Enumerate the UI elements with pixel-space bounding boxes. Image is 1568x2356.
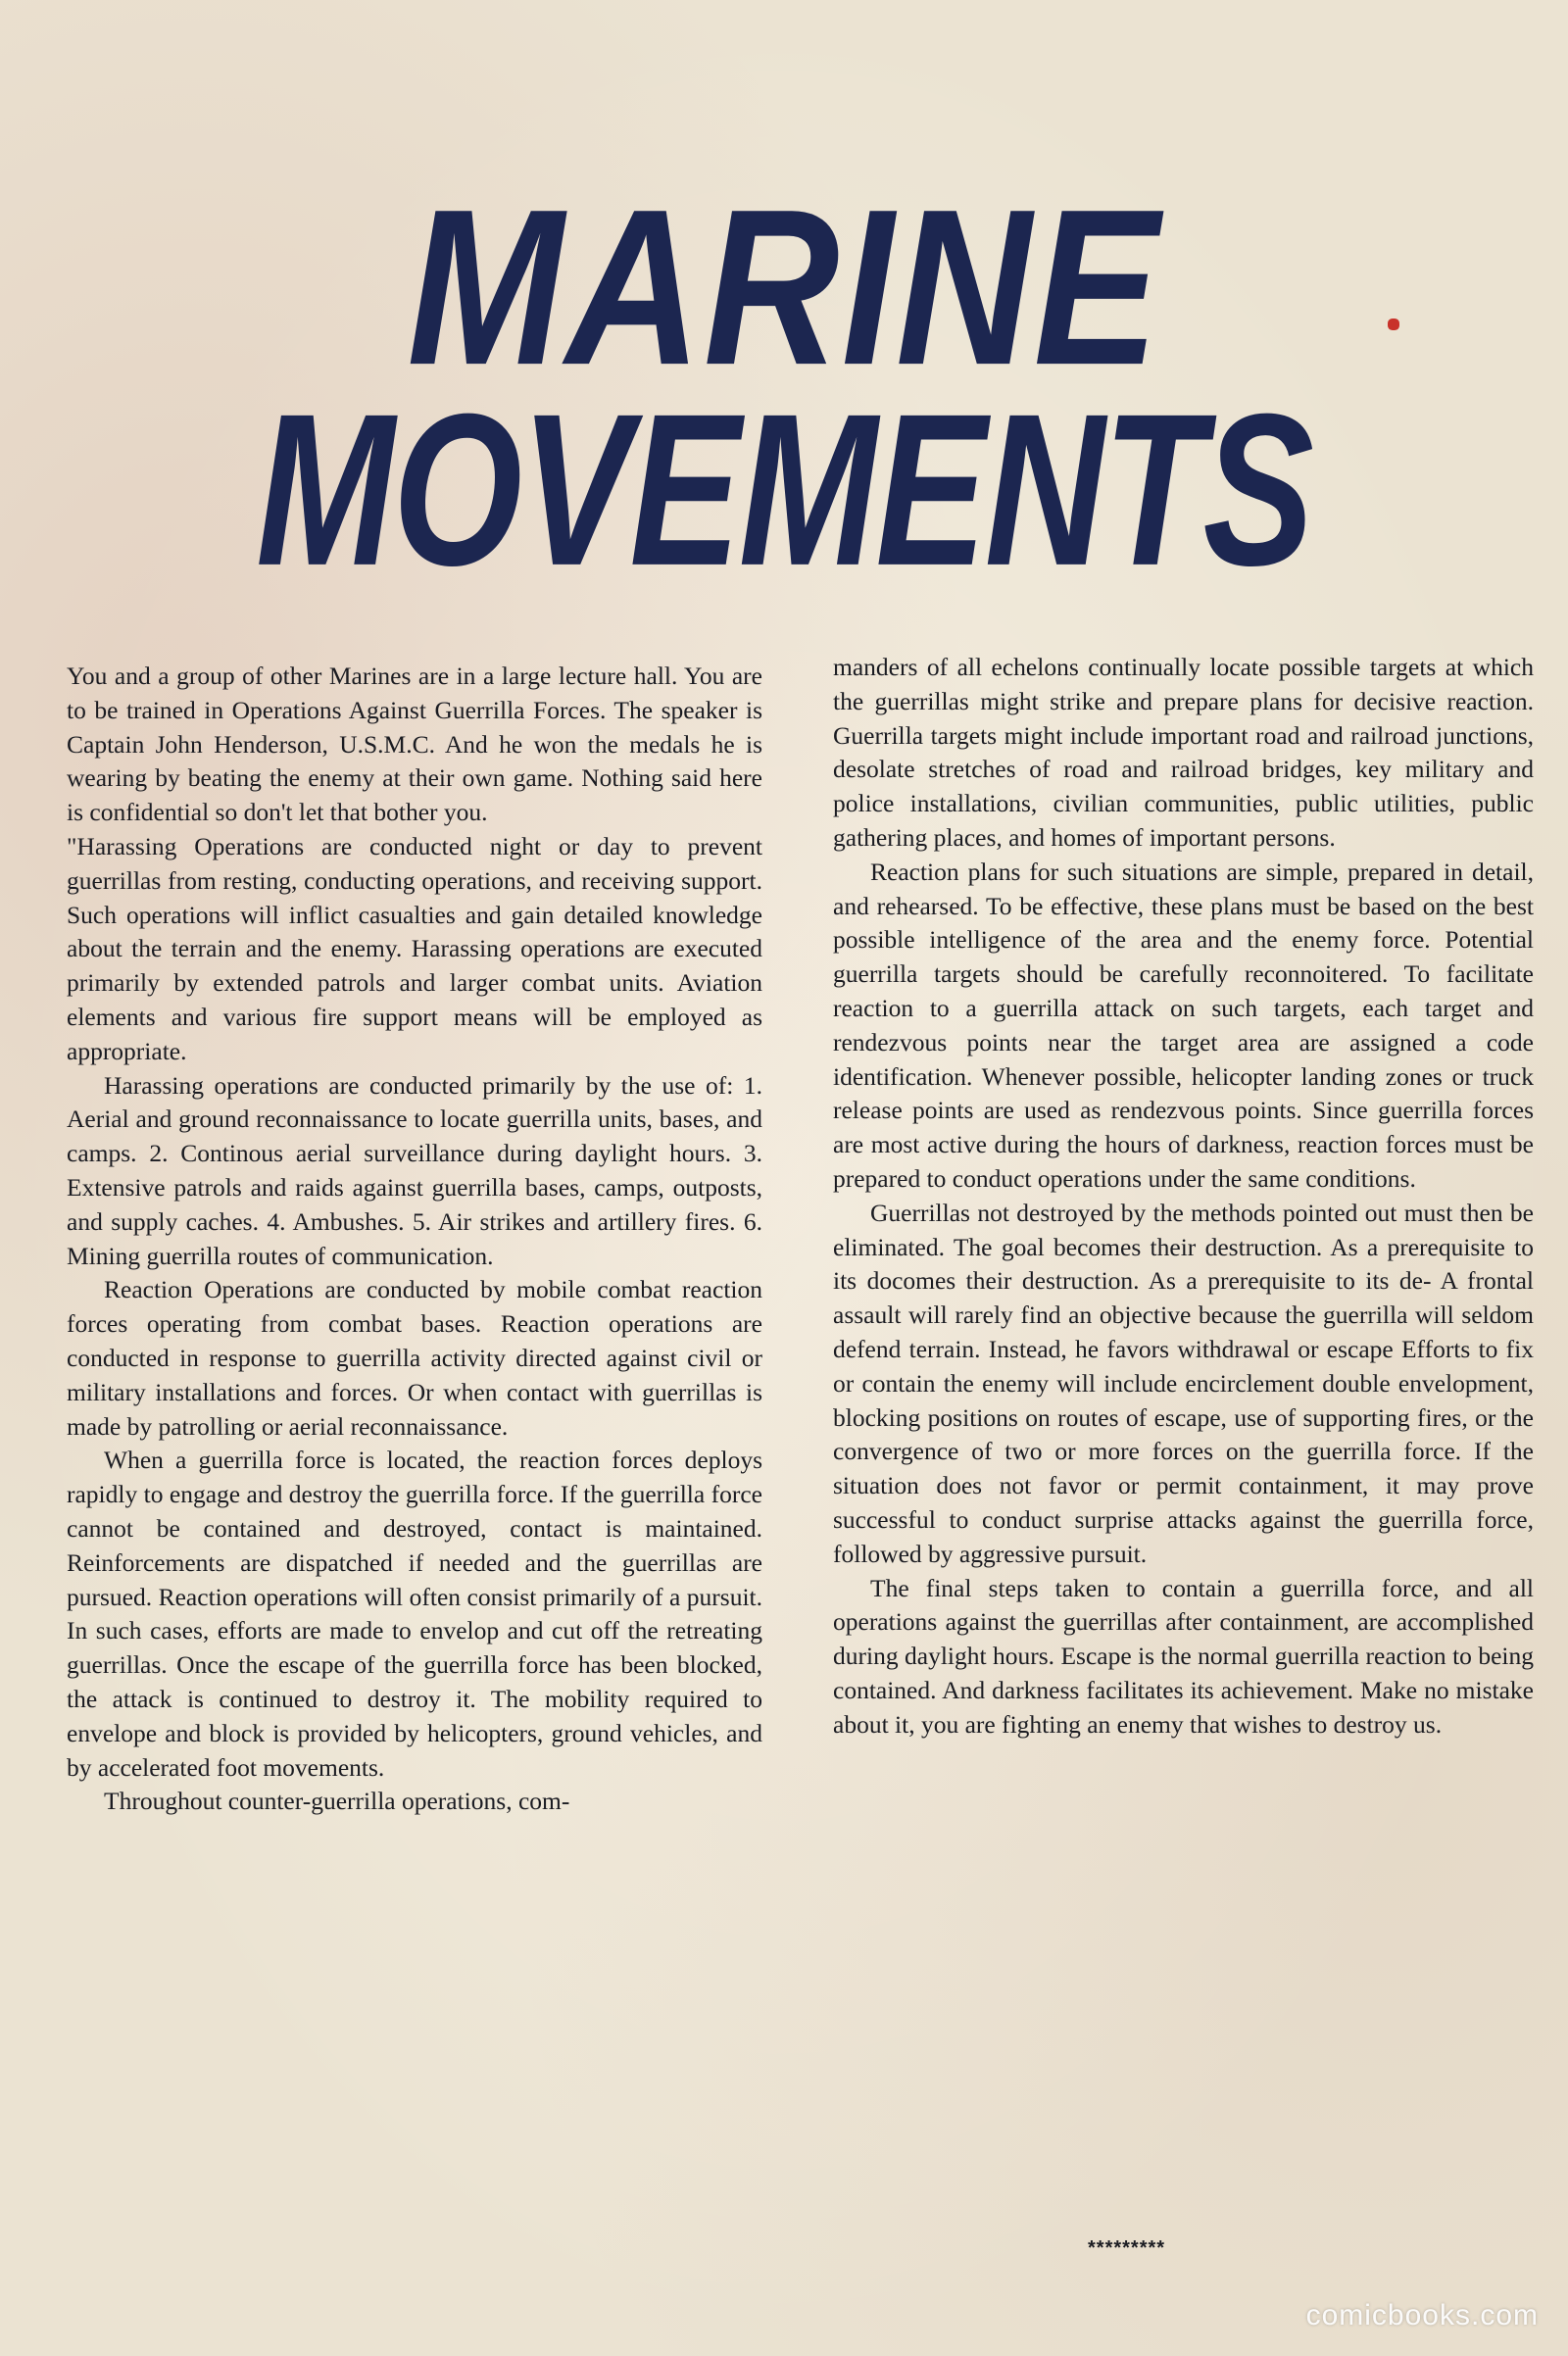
paragraph-harassing-methods: Harassing operations are conducted primarily by the use of: 1. Aerial and ground reconnaissance to locate guerrilla units, bases, and camps. 2. Continous aerial surveillance during daylight hours. 3. Extensive patrols and raids against guerrilla bases, camps, outposts, and supply caches. 4. Ambushes. 5. Air strikes and artillery fires. 6. Mining guerrilla routes of communication. <box>67 1070 762 1270</box>
paragraph-final-steps: The final steps taken to contain a guerrilla force, and all operations against the guerrillas after containment, are accomplished during daylight hours. Escape is the normal guerrilla reaction to being contained. And darkness facilitates its achievement. Make no mistake about it, you are fighting an enemy that wishes to destroy us. <box>833 1573 1534 1739</box>
article-title-line-1: MARINE <box>407 162 1161 412</box>
article-title-line-2: MOVEMENTS <box>256 369 1312 612</box>
end-mark: ********* <box>1088 2237 1166 2259</box>
paragraph-guerrilla-located: When a guerrilla force is located, the reaction forces deploys rapidly to engage and destroy the guerrilla force. If the guerrilla force cannot be contained and destroyed, contact is maintained. Reinforcements are dispatched if needed and the guerrillas are pursued. Reaction operations will often consist primarily of a pursuit. In such cases, efforts are made to envelop and cut off the retreating guerrillas. Once the escape of the guerrilla force has been blocked, the attack is continued to destroy it. The mobility required to envelope and block is provided by helicopters, ground vehicles, and by accelerated foot movements. <box>67 1446 762 1782</box>
left-column <box>67 660 762 1819</box>
paragraph-intro: You and a group of other Marines are in a large lecture hall. You are to be trained in Operations Against Guerrilla Forces. The speaker is Captain John Henderson, U.S.M.C. And he won the medals he is wearing by beating the enemy at their own game. Nothing said here is confidential so don't let that bother you. <box>67 662 762 827</box>
paragraph-harassing-operations: "Harassing Operations are conducted night or day to prevent guerrillas from resting, conducting operations, and receiving support. Such operations will inflict casualties and gain detailed knowledge about the terrain and the enemy. Harassing operations are executed primarily by extended patrols and larger combat units. Aviation elements and various fire support means will be employed as appropriate. <box>67 831 762 1065</box>
paragraph-reaction-operations: Reaction Operations are conducted by mobile combat reaction forces operating from combat bases. Reaction operations are conducted in response to guerrilla activity directed against civil or military installations and forces. Or when contact with guerrillas is made by patrolling or aerial reconnaissance. <box>67 1275 762 1441</box>
watermark: comicbooks.com <box>1305 2299 1539 2331</box>
paragraph-counter-guerrilla: Throughout counter-guerrilla operations, com- <box>104 1787 570 1816</box>
paragraph-commanders: manders of all echelons continually locate possible targets at which the guerrillas might strike and prepare plans for decisive reaction. Guerrilla targets might include important road and railroad junctions, desolate stretches of road and railroad bridges, key military and police installations, civilian communities, public utilities, public gathering places, and homes of important persons. <box>833 653 1534 852</box>
ink-spot <box>1388 319 1399 330</box>
right-column <box>833 651 1534 1742</box>
paragraph-destruction: Guerrillas not destroyed by the methods pointed out must then be eliminated. The goal becomes their destruction. As a prerequisite to its docomes their destruction. As a prerequisite to its de- A frontal assault will rarely find an objective because the guerrilla will seldom defend terrain. Instead, he favors withdrawal or escape Efforts to fix or contain the enemy will include encirclement double envelopment, blocking positions on routes of escape, use of supporting fires, or the convergence of two or more forces on the guerrilla force. If the situation does not favor or permit containment, it may prove successful to conduct surprise attacks against the guerrilla force, followed by aggressive pursuit. <box>833 1198 1534 1568</box>
paragraph-reaction-plans: Reaction plans for such situations are simple, prepared in detail, and rehearsed. To be effective, these plans must be based on the best possible intelligence of the area and the enemy force. Potential guerrilla targets should be carefully reconnoitered. To facilitate reaction to a guerrilla attack on such targets, each target and rendezvous points near the target area are assigned a code identification. Whenever possible, helicopter landing zones or truck release points are used as rendezvous points. Since guerrilla forces are most active during the hours of darkness, reaction forces must be prepared to conduct operations under the same conditions. <box>833 857 1534 1193</box>
